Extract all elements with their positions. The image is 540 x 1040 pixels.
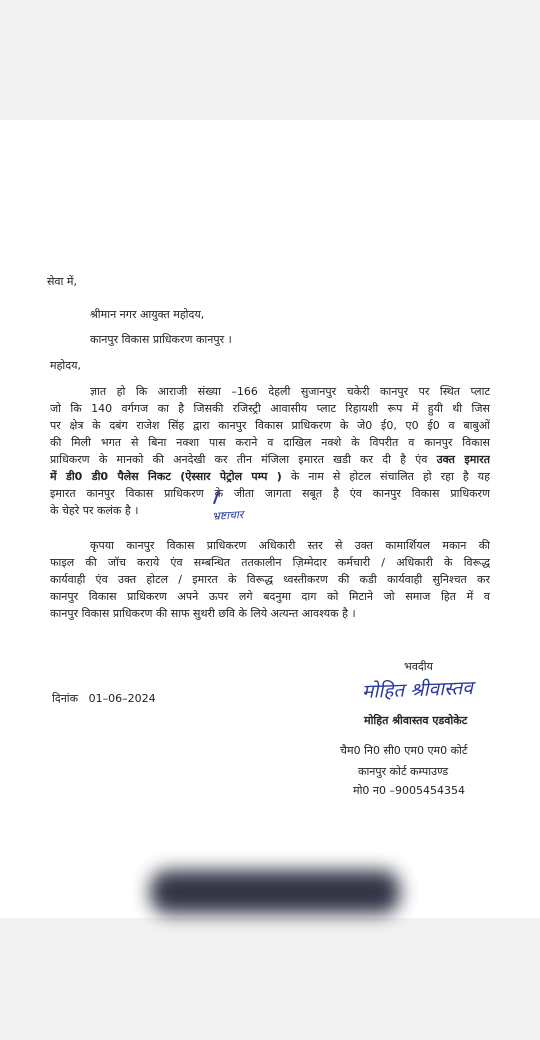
para1-line: प्राधिकरण के मानको की अनदेखी कर तीन मंजिला इमारत खडी कर दी है एंव उक्त इमारत xyxy=(50,453,490,466)
para1-line: इमारत कानपुर विकास प्राधिकरण के जीता जागता सबूत है एंव कानपुर विकास प्राधिकरण xyxy=(50,487,490,500)
date-value: 01–06–2024 xyxy=(88,692,156,705)
paragraph-2 xyxy=(50,537,490,622)
redacted-blur xyxy=(150,870,400,914)
paragraph-1 xyxy=(50,383,490,519)
sender-name: मोहित श्रीवास्तव एडवोकेट xyxy=(364,714,468,727)
para1-line: में डी0 डी0 पैलेस निकट (ऐस्सार पेट्रोल पम्प ) के नाम से होटल संचालित हो रहा है यह xyxy=(50,470,490,483)
date-line xyxy=(52,690,156,707)
signature: मोहित श्रीवास्तव xyxy=(361,677,474,703)
para1-line: ज्ञात हो कि आराजी संख्या –166 देहली सुजानपुर चकेरी कानपुर पर स्थित प्लाट xyxy=(90,385,490,398)
chamber-address: चैम0 नि0 सी0 एम0 एम0 कोर्ट xyxy=(340,744,468,757)
para2-line: फाइल की जॉच कराये एंव सम्बन्धित ततकालीन ज़िम्मेदार कर्मचारी / अधिकारी के विरूद्ध xyxy=(50,556,490,569)
para1-line: की मिली भगत से बिना नक्शा पास कराने व दाखिल नक्शे के विपरीत व कानपुर विकास xyxy=(50,436,490,449)
court-address: कानपुर कोर्ट कम्पाउण्ड xyxy=(358,765,449,778)
addressee: श्रीमान नगर आयुक्त महोदय, xyxy=(90,308,205,321)
date-label: दिनांक xyxy=(52,692,79,705)
to-line: सेवा में, xyxy=(47,275,77,288)
handwritten-insert: भ्रष्टाचार xyxy=(211,508,244,523)
closing: भवदीय xyxy=(404,660,433,673)
mobile-number: मो0 न0 –9005454354 xyxy=(353,784,466,797)
para1-line: के चेहरे पर कलंक है । xyxy=(50,504,139,517)
para2-line: कानपुर विकास प्राधिकरण अपने ऊपर लगे बदनुमा दाग को मिटाने जो समाज हित में व xyxy=(50,590,490,603)
para1-line: जो कि 140 वर्गगज का है जिसकी रजिस्ट्री आवासीय प्लाट रिहायशी रूप में हुयी थी जिस xyxy=(50,402,490,415)
salutation: महोदय, xyxy=(50,359,81,372)
para1-line: पर क्षेत्र के दबंग राजेश सिंह द्वारा कानपुर विकास प्राधिकरण के जे0 ई0, ए0 ई0 व बाबुओं xyxy=(50,419,490,432)
office-name: कानपुर विकास प्राधिकरण कानपुर । xyxy=(90,333,232,346)
para2-line: कार्यवाही एंव उक्त होटल / इमारत के विरूद्ध ध्वस्तीकरण की कडी कार्यवाही सुनिश्चत कर xyxy=(50,573,490,586)
para2-line: कृपया कानपुर विकास प्राधिकरण अधिकारी स्तर से उक्त कामार्शियल मकान की xyxy=(90,539,490,552)
para2-line: कानपुर विकास प्राधिकरण की साफ सुथरी छवि के लिये अत्यन्त आवश्यक है । xyxy=(50,607,356,620)
